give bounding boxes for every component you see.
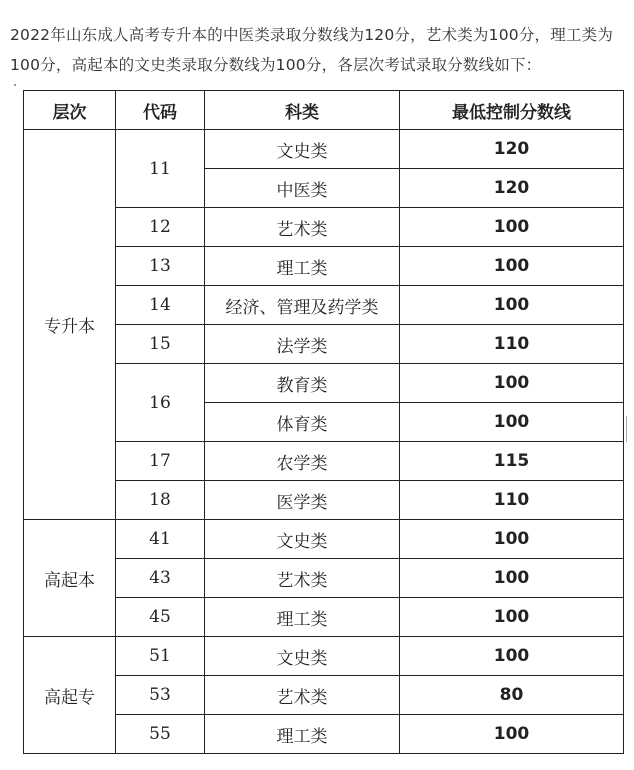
header-level: 层次 (24, 91, 116, 130)
level-cell: 高起本 (24, 520, 116, 637)
category-cell: 法学类 (205, 325, 400, 364)
table-header-row (24, 91, 624, 130)
scroll-edge-mark (626, 416, 627, 442)
category-cell: 教育类 (205, 364, 400, 403)
category-cell: 艺术类 (205, 208, 400, 247)
score-cell: 100 (400, 559, 624, 598)
code-cell: 51 (116, 637, 205, 676)
table-body (24, 130, 624, 754)
score-cell: 100 (400, 286, 624, 325)
category-cell: 艺术类 (205, 676, 400, 715)
level-cell: 专升本 (24, 130, 116, 520)
category-cell: 文史类 (205, 130, 400, 169)
category-cell: 理工类 (205, 598, 400, 637)
score-cell: 100 (400, 364, 624, 403)
category-cell: 理工类 (205, 247, 400, 286)
level-cell: 高起专 (24, 637, 116, 754)
code-cell: 11 (116, 130, 205, 208)
category-cell: 艺术类 (205, 559, 400, 598)
code-cell: 18 (116, 481, 205, 520)
decorative-dot (14, 84, 16, 86)
score-cell: 100 (400, 247, 624, 286)
category-cell: 医学类 (205, 481, 400, 520)
score-cell: 100 (400, 520, 624, 559)
code-cell: 45 (116, 598, 205, 637)
code-cell: 55 (116, 715, 205, 754)
category-cell: 经济、管理及药学类 (205, 286, 400, 325)
table-row (24, 520, 624, 559)
score-table (23, 90, 624, 754)
header-score: 最低控制分数线 (400, 91, 624, 130)
table-row (24, 130, 624, 169)
code-cell: 43 (116, 559, 205, 598)
category-cell: 农学类 (205, 442, 400, 481)
score-cell: 100 (400, 637, 624, 676)
score-cell: 80 (400, 676, 624, 715)
code-cell: 12 (116, 208, 205, 247)
score-cell: 110 (400, 325, 624, 364)
category-cell: 中医类 (205, 169, 400, 208)
score-cell: 115 (400, 442, 624, 481)
category-cell: 文史类 (205, 520, 400, 559)
code-cell: 15 (116, 325, 205, 364)
header-category: 科类 (205, 91, 400, 130)
code-cell: 13 (116, 247, 205, 286)
intro-paragraph: 2022年山东成人高考专升本的中医类录取分数线为120分，艺术类为100分，理工类为100分，高起本的文史类录取分数线为100分，各层次考试录取分数线如下： (10, 25, 614, 74)
score-cell: 120 (400, 130, 624, 169)
score-cell: 110 (400, 481, 624, 520)
header-code: 代码 (116, 91, 205, 130)
code-cell: 53 (116, 676, 205, 715)
code-cell: 16 (116, 364, 205, 442)
score-cell: 100 (400, 403, 624, 442)
code-cell: 41 (116, 520, 205, 559)
category-cell: 理工类 (205, 715, 400, 754)
score-cell: 100 (400, 208, 624, 247)
category-cell: 文史类 (205, 637, 400, 676)
code-cell: 17 (116, 442, 205, 481)
score-cell: 100 (400, 598, 624, 637)
table-row (24, 637, 624, 676)
code-cell: 14 (116, 286, 205, 325)
score-cell: 100 (400, 715, 624, 754)
category-cell: 体育类 (205, 403, 400, 442)
score-cell: 120 (400, 169, 624, 208)
